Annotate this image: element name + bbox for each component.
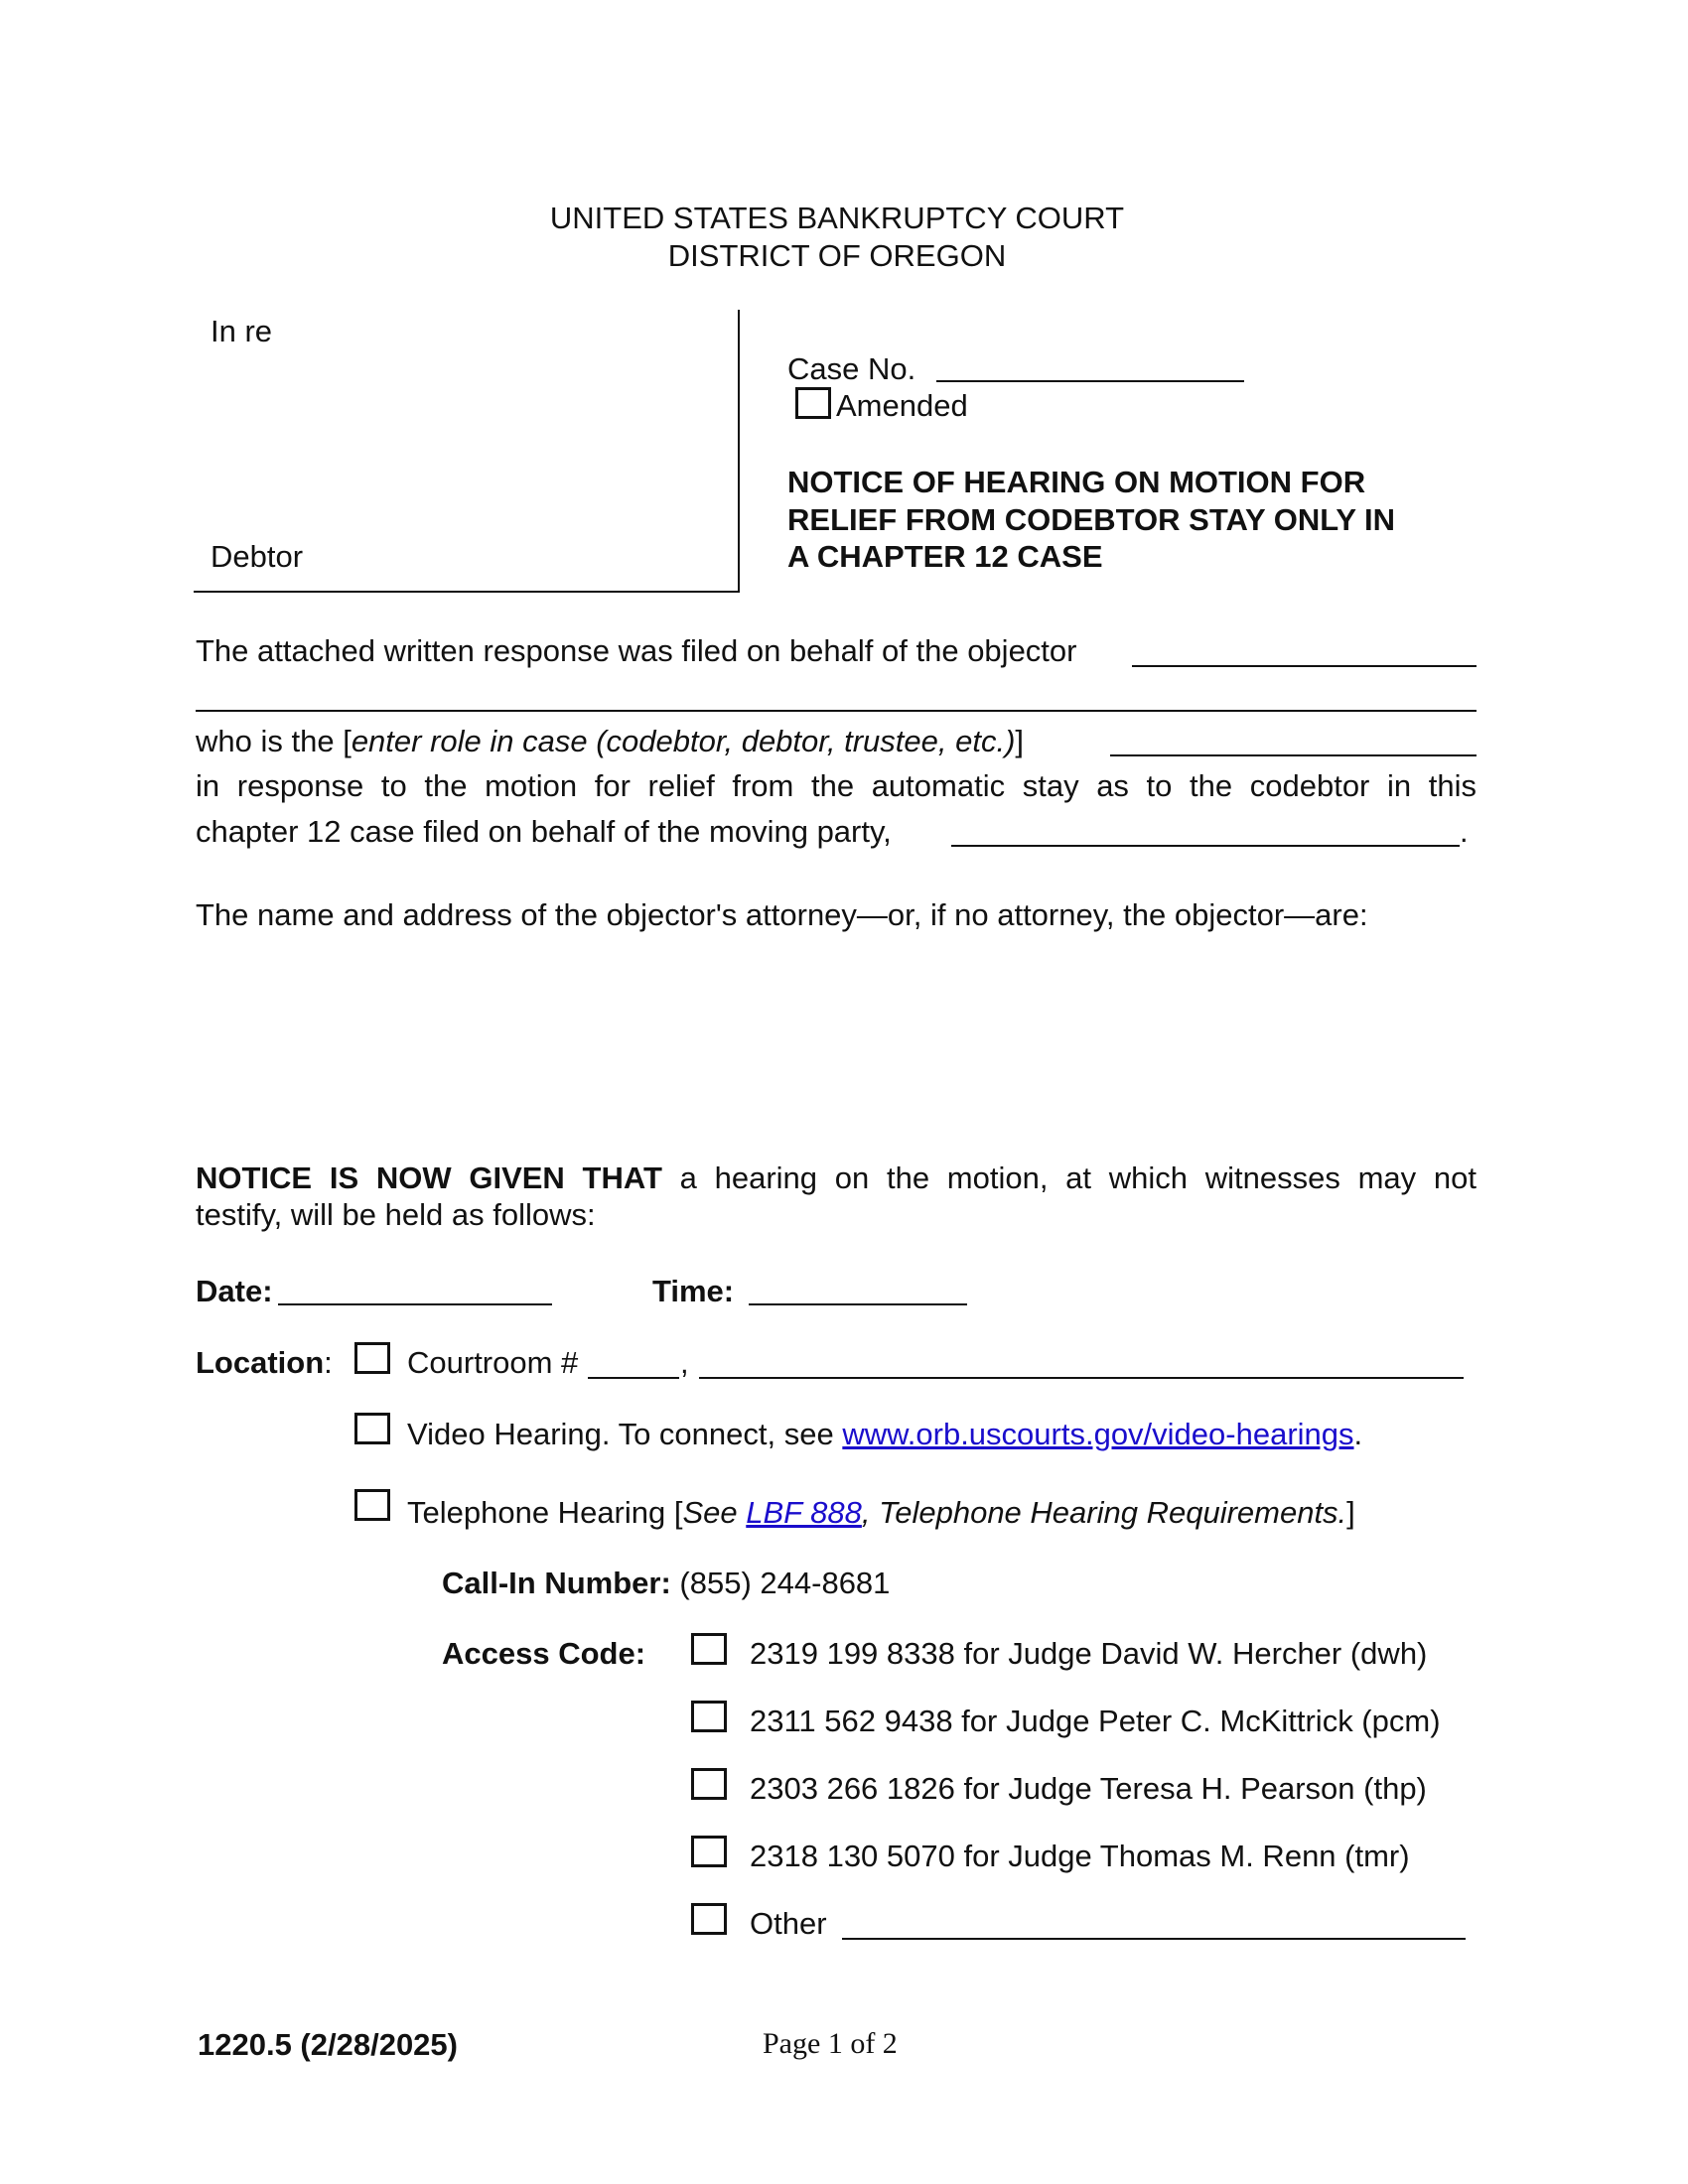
- video-hearings-link[interactable]: www.orb.uscourts.gov/video-hearings: [842, 1417, 1354, 1451]
- time-field[interactable]: [749, 1303, 967, 1305]
- role-text-a: who is the [: [196, 724, 352, 758]
- case-no-label: Case No.: [787, 351, 916, 386]
- access-code-checkbox[interactable]: [691, 1768, 727, 1800]
- response-text: in response to the motion for relief from the automatic stay as to the codebtor in this: [196, 768, 1477, 803]
- role-text: [196, 726, 1024, 756]
- courtroom-address-field[interactable]: [699, 1377, 1464, 1379]
- form-title-line: RELIEF FROM CODEBTOR STAY ONLY IN: [787, 502, 1396, 537]
- role-text-b: ]: [1015, 724, 1025, 758]
- requirements-text: , Telephone Hearing Requirements.: [861, 1495, 1347, 1530]
- access-code-checkbox[interactable]: [691, 1701, 727, 1732]
- objector-field[interactable]: [1132, 665, 1477, 667]
- other-checkbox[interactable]: [691, 1903, 727, 1935]
- amended-label: Amended: [836, 388, 968, 423]
- see-text: See: [682, 1495, 747, 1530]
- courtroom-checkbox[interactable]: [354, 1342, 390, 1374]
- call-in-label: Call-In Number:: [442, 1566, 671, 1600]
- case-no-field[interactable]: [936, 380, 1244, 382]
- access-code-checkbox[interactable]: [691, 1633, 727, 1665]
- location-label: Location: [196, 1345, 325, 1380]
- period: .: [1353, 1417, 1363, 1451]
- call-in-number: (855) 244-8681: [679, 1566, 891, 1600]
- amended-checkbox[interactable]: [795, 387, 831, 419]
- notice-text: [196, 1162, 1477, 1193]
- location-colon: :: [324, 1345, 333, 1380]
- objector-field-line2[interactable]: [196, 710, 1477, 712]
- date-field[interactable]: [278, 1303, 552, 1305]
- access-code-checkbox[interactable]: [691, 1836, 727, 1867]
- form-title-line: A CHAPTER 12 CASE: [787, 539, 1103, 574]
- courtroom-label: Courtroom #: [407, 1345, 579, 1380]
- caption-divider: [738, 310, 740, 592]
- debtor-label: Debtor: [211, 539, 304, 574]
- notice-bold: NOTICE IS NOW GIVEN THAT: [196, 1160, 662, 1195]
- role-hint: enter role in case (codebtor, debtor, trustee, etc.): [351, 724, 1016, 758]
- caption-bottom-rule: [194, 591, 740, 593]
- courtroom-number-field[interactable]: [588, 1377, 679, 1379]
- telephone-hearing-label: Telephone Hearing [: [407, 1495, 683, 1530]
- form-number: 1220.5 (2/28/2025): [198, 2027, 458, 2062]
- comma: ,: [680, 1345, 689, 1380]
- bracket: ]: [1346, 1495, 1355, 1530]
- telephone-hearing-checkbox[interactable]: [354, 1489, 390, 1521]
- page-number: Page 1 of 2: [763, 2027, 898, 2060]
- access-code-option: 2318 130 5070 for Judge Thomas M. Renn (tmr): [750, 1839, 1410, 1873]
- notice-rest: a hearing on the motion, at which witnesses may not: [679, 1160, 1477, 1195]
- access-code-option: 2319 199 8338 for Judge David W. Hercher (dwh): [750, 1636, 1428, 1671]
- access-code-label: Access Code:: [442, 1636, 646, 1671]
- role-field[interactable]: [1110, 754, 1477, 756]
- date-label: Date:: [196, 1274, 273, 1308]
- time-label: Time:: [652, 1274, 735, 1308]
- notice-text-line2: testify, will be held as follows:: [196, 1197, 596, 1232]
- video-hearing-checkbox[interactable]: [354, 1413, 390, 1444]
- lbf-888-link[interactable]: LBF 888: [746, 1495, 862, 1530]
- form-title-line: NOTICE OF HEARING ON MOTION FOR: [787, 465, 1366, 499]
- other-field[interactable]: [842, 1938, 1466, 1940]
- access-code-option: 2311 562 9438 for Judge Peter C. McKittrick (pcm): [750, 1704, 1441, 1738]
- moving-party-field[interactable]: [951, 845, 1460, 847]
- district-name: DISTRICT OF OREGON: [667, 238, 1007, 273]
- moving-party-text: chapter 12 case filed on behalf of the moving party,: [196, 814, 892, 849]
- attorney-text: The name and address of the objector's attorney—or, if no attorney, the objector—are:: [196, 897, 1368, 932]
- court-name: UNITED STATES BANKRUPTCY COURT: [549, 201, 1125, 235]
- video-hearing-label: Video Hearing. To connect, see: [407, 1417, 843, 1451]
- other-label: Other: [750, 1906, 827, 1941]
- in-re-label: In re: [211, 314, 273, 348]
- objector-text: The attached written response was filed on behalf of the objector: [196, 633, 1077, 668]
- period: .: [1460, 814, 1469, 849]
- access-code-option: 2303 266 1826 for Judge Teresa H. Pearson (thp): [750, 1771, 1427, 1806]
